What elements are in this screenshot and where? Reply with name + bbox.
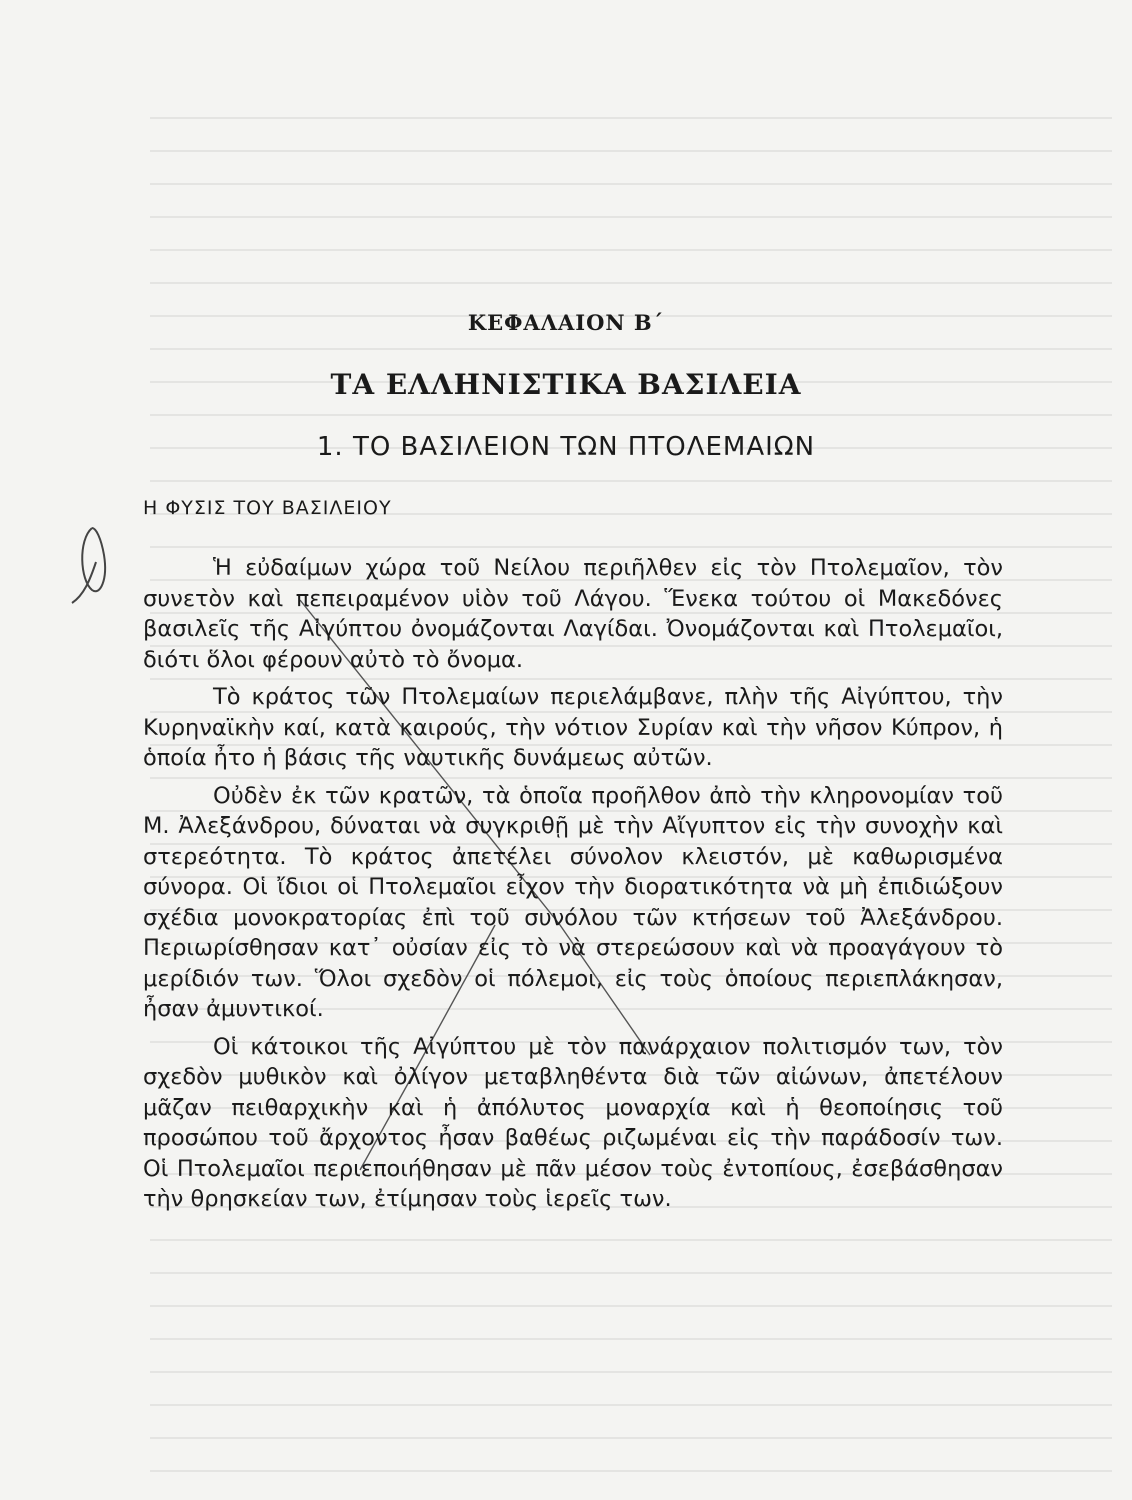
margin-scribble-mark: [72, 528, 105, 603]
chapter-title: ΤΑ ΕΛΛΗΝΙΣΤΙΚΑ ΒΑΣΙΛΕΙΑ: [330, 368, 802, 401]
paragraph-3: Οὐδὲν ἐκ τῶν κρατῶν, τὰ ὁποῖα προῆλθον ἀπὸ τὴν κληρονομίαν τοῦ Μ. Ἀλεξάνδρου, δύναται νὰ συγκριθῇ μὲ τὴν Αἴγυπτον εἰς τὴν συνοχὴν καὶ στερεότητα. Τὸ κράτος ἀπετέλει σύνολον κλειστόν, μὲ καθωρισμένα σύνορα. Οἱ ἴδιοι οἱ Πτολεμαῖοι εἶχον τὴν διορατικότητα νὰ μὴ ἐπιδιώξουν σχέδια μονοκρατορίας ἐπὶ τοῦ συνόλου τῶν κτήσεων τοῦ Ἀλεξάνδρου. Περιωρίσθησαν κατ᾽ οὐσίαν εἰς τὸ νὰ στερεώσουν καὶ νὰ προαγάγουν τὸ μερίδιόν των. Ὅλοι σχεδὸν οἱ πόλεμοι, εἰς τοὺς ὁποίους περιεπλάκησαν, ἦσαν ἀμυντικοί.: [143, 782, 1003, 1022]
chapter-label: ΚΕΦΑΛΑΙΟΝ Β΄: [467, 310, 665, 335]
paragraph-2: Τὸ κράτος τῶν Πτολεμαίων περιελάμβανε, πλὴν τῆς Αἰγύπτου, τὴν Κυρηναϊκὴν καί, κατὰ καιρούς, τὴν νότιον Συρίαν καὶ τὴν νῆσον Κύπρον, ἡ ὁποία ἦτο ἡ βάσις τῆς ναυτικῆς δυνάμεως αὐτῶν.: [143, 684, 1003, 771]
paragraph-1: Ἡ εὐδαίμων χώρα τοῦ Νείλου περιῆλθεν εἰς τὸν Πτολεμαῖον, τὸν συνετὸν καὶ πεπειραμένον υἱὸν τοῦ Λάγου. Ἕνεκα τούτου οἱ Μακεδόνες βασιλεῖς τῆς Αἰγύπτου ὀνομάζονται Λαγίδαι. Ὀνομάζονται καὶ Πτολεμαῖοι, διότι ὅλοι φέρουν αὐτὸ τὸ ὄνομα.: [143, 555, 1003, 673]
paragraph-4: Οἱ κάτοικοι τῆς Αἰγύπτου μὲ τὸν πανάρχαιον πολιτισμόν των, τὸν σχεδὸν μυθικὸν καὶ ὀλίγον μεταβληθέντα διὰ τῶν αἰώνων, ἀπετέλουν μᾶζαν πειθαρχικὴν καὶ ἡ ἀπόλυτος μοναρχία καὶ ἡ θεοποίησις τοῦ προσώπου τοῦ ἄρχοντος ἦσαν βαθέως ριζωμέναι εἰς τὴν παράδοσίν των. Οἱ Πτολεμαῖοι περιεποιήθησαν μὲ πᾶν μέσον τοὺς ἐντοπίους, ἐσεβάσθησαν τὴν θρησκείαν των, ἐτίμησαν τοὺς ἱερεῖς των.: [143, 1033, 1003, 1212]
section-title: 1. ΤΟ ΒΑΣΙΛΕΙΟΝ ΤΩΝ ΠΤΟΛΕΜΑΙΩΝ: [316, 432, 816, 462]
body-text: [143, 553, 1003, 1222]
subheading: Η ΦΥΣΙΣ ΤΟΥ ΒΑΣΙΛΕΙΟΥ: [143, 497, 392, 519]
